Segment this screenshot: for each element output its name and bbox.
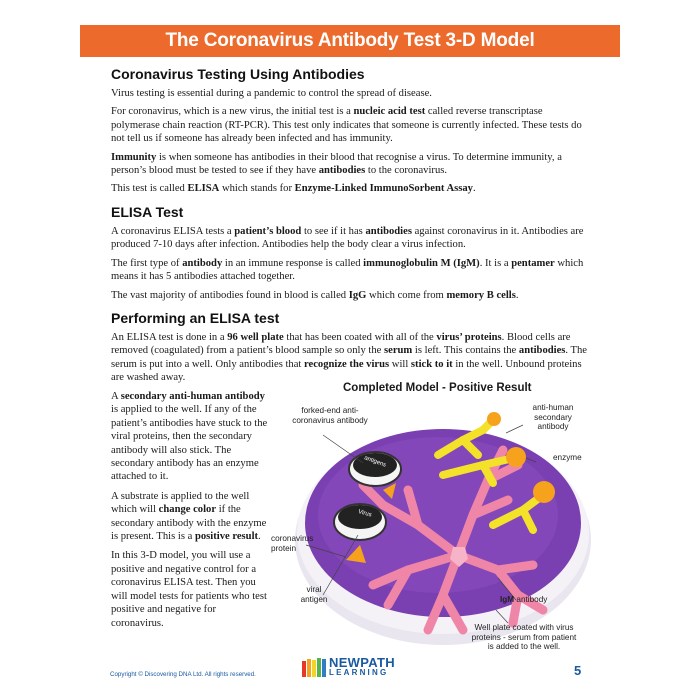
paragraph: Virus testing is essential during a pandemic to control the spread of disease.: [111, 88, 432, 99]
label-coronavirus-protein: coronavirus protein: [271, 534, 314, 553]
enzyme-circle: [487, 412, 501, 426]
label-well-plate: Well plate coated with virus proteins - serum from patient is added to the well.: [471, 623, 577, 652]
paragraph: For coronavirus, which is a new virus, the initial test is a nucleic acid test called reverse transcriptase polymerase chain reaction (RT-PCR). This test only indicates that someone is currently infected. These tests do not tell us if someone has already been infected and has immunity.: [111, 106, 582, 145]
title-banner: [80, 25, 620, 57]
paragraph: This test is called ELISA which stands for Enzyme-Linked ImmunoSorbent Assay.: [111, 183, 476, 195]
antigen-ring: [334, 504, 386, 540]
copyright-notice: Copyright © Discovering DNA Ltd. All rights reserved.: [110, 671, 256, 678]
paragraph: The vast majority of antibodies found in blood is called IgG which come from memory B cells.: [111, 289, 519, 301]
section-heading: Coronavirus Testing Using Antibodies: [111, 66, 365, 82]
paragraph: In this 3-D model, you will use a positive and negative control for a coronavirus ELISA test. Then you will model tests for patients who test positive and negative for coronavirus.: [111, 550, 267, 629]
section-coronavirus-testing: [111, 66, 589, 201]
well-plate-illustration: [268, 395, 600, 660]
logo-text-line1: NEWPATH: [329, 655, 395, 670]
left-column-text: [111, 390, 271, 636]
ring-text: antigens: [363, 455, 387, 469]
figure-title: Completed Model - Positive Result: [343, 382, 532, 394]
newpath-logo: [302, 657, 395, 679]
paragraph: The first type of antibody in an immune response is called immunoglobulin M (IgM). It is a pentamer which means it has 5 antibodies attached together.: [111, 257, 584, 283]
section-heading: Performing an ELISA test: [111, 310, 280, 326]
antigen-ring: [349, 452, 401, 486]
label-enzyme: enzyme: [553, 453, 582, 462]
section-performing-elisa: [111, 310, 589, 390]
label-viral-antigen: viral antigen: [300, 585, 328, 604]
label-forked-antibody: forked-end anti-coronavirus antibody: [292, 406, 368, 425]
paragraph: An ELISA test is done in a 96 well plate that has been coated with all of the virus’ proteins. Blood cells are removed (coagulated) from a patient’s blood sample so only the serum is left. This contains the antibodies. The serum is put into a well. Only antibodies that recognize the virus will stick to it in the well. Unbound proteins are washed away.: [111, 332, 587, 384]
paragraph: Immunity is when someone has antibodies in their blood that recognise a virus. To determine immunity, a person’s blood must be tested to see if they have antibodies to the coronavirus.: [111, 151, 562, 177]
page-title: The Coronavirus Antibody Test 3-D Model: [165, 30, 535, 51]
ring-text: Virus: [357, 509, 373, 519]
logo-mark: [302, 657, 326, 679]
label-igm-antibody: IgM antibody: [500, 595, 548, 604]
paragraph: A substrate is applied to the well which will change color if the secondary antibody with the enzyme is present. This is a positive result.: [111, 490, 267, 543]
logo-text-line2: LEARNING: [329, 668, 389, 677]
section-elisa-test: [111, 204, 589, 307]
label-antihuman-antibody: anti-human secondary antibody: [532, 403, 574, 432]
section-heading: ELISA Test: [111, 204, 184, 220]
page-number: 5: [574, 663, 582, 678]
enzyme-circle: [533, 481, 555, 503]
enzyme-circle: [506, 447, 526, 467]
paragraph: A coronavirus ELISA tests a patient’s blood to see if it has antibodies against coronavirus in it. Antibodies are produced 7-10 days after infection. Antibodies help the body clear a virus infection.: [111, 226, 584, 251]
elisa-model-figure: [268, 395, 600, 660]
paragraph: A secondary anti-human antibody is applied to the well. If any of the patient’s antibodies have stuck to the viral proteins, then the secondary antibody will also stick. The secondary antibody has an enzyme attached to it.: [111, 391, 268, 483]
